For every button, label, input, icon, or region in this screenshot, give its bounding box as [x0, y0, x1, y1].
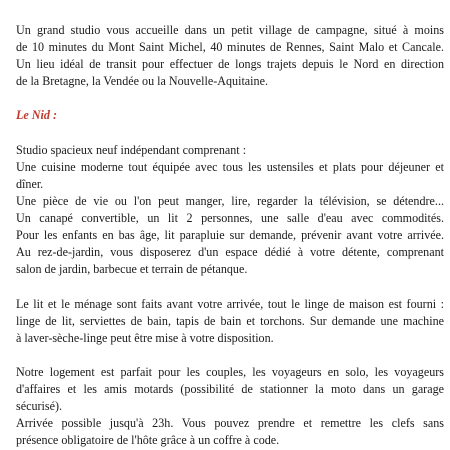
intro-line: Un lieu idéal de transit pour effectuer de longs trajets depuis le Nord en direction: [16, 57, 444, 72]
linen-line: à laver-sèche-linge peut être mise à votre disposition.: [16, 330, 274, 345]
intro-paragraph: [16, 22, 444, 90]
intro-line: de la Bretagne, la Vendée ou la Nouvelle-Aquitaine.: [16, 74, 268, 89]
description-line: Au rez-de-jardin, vous disposerez d'un espace dédié à votre détente, comprenant: [16, 245, 444, 260]
description-line: Une cuisine moderne tout équipée avec tous les ustensiles et plats pour déjeuner et: [16, 159, 444, 174]
audience-line: Arrivée possible jusqu'à 23h. Vous pouvez prendre et remettre les clefs sans: [16, 416, 444, 431]
audience-paragraph: [16, 364, 444, 449]
section-heading: Le Nid :: [16, 108, 57, 123]
audience-line: sécurisé).: [16, 399, 63, 414]
description-line: Pour les enfants en bas âge, lit parapluie sur demande, prévenir avant votre arrivée.: [16, 228, 444, 243]
description-line: Studio spacieux neuf indépendant comprenant :: [16, 142, 247, 157]
audience-line: d'affaires et les amis motards (possibilité de stationner la moto dans un garage: [16, 381, 444, 396]
spacer: [16, 347, 444, 364]
description-line: Une pièce de vie ou l'on peut manger, lire, regarder la télévision, se détendre...: [16, 193, 444, 208]
description-line: salon de jardin, barbecue et terrain de pétanque.: [16, 262, 248, 277]
intro-line: Un grand studio vous accueille dans un petit village de campagne, situé à moins: [16, 23, 444, 37]
description-paragraph: [16, 142, 444, 279]
linen-line: Le lit et le ménage sont faits avant votre arrivée, tout le linge de maison est fourni :: [16, 296, 444, 311]
listing-document: [16, 22, 444, 449]
intro-line: de 10 minutes du Mont Saint Michel, 40 minutes de Rennes, Saint Malo et Cancale.: [16, 40, 444, 55]
linen-line: linge de lit, serviettes de bain, tapis de bain et torchons. Sur demande une machine: [16, 313, 444, 328]
spacer: [16, 278, 444, 295]
audience-line: présence obligatoire de l'hôte grâce à un coffre à code.: [16, 433, 280, 448]
spacer: [16, 90, 444, 107]
linen-paragraph: [16, 296, 444, 347]
description-line: Un canapé convertible, un lit 2 personnes, une salle d'eau avec commodités.: [16, 211, 444, 226]
description-line: dîner.: [16, 176, 44, 191]
spacer: [16, 125, 444, 142]
audience-line: Notre logement est parfait pour les couples, les voyageurs en solo, les voyageurs: [16, 364, 444, 379]
